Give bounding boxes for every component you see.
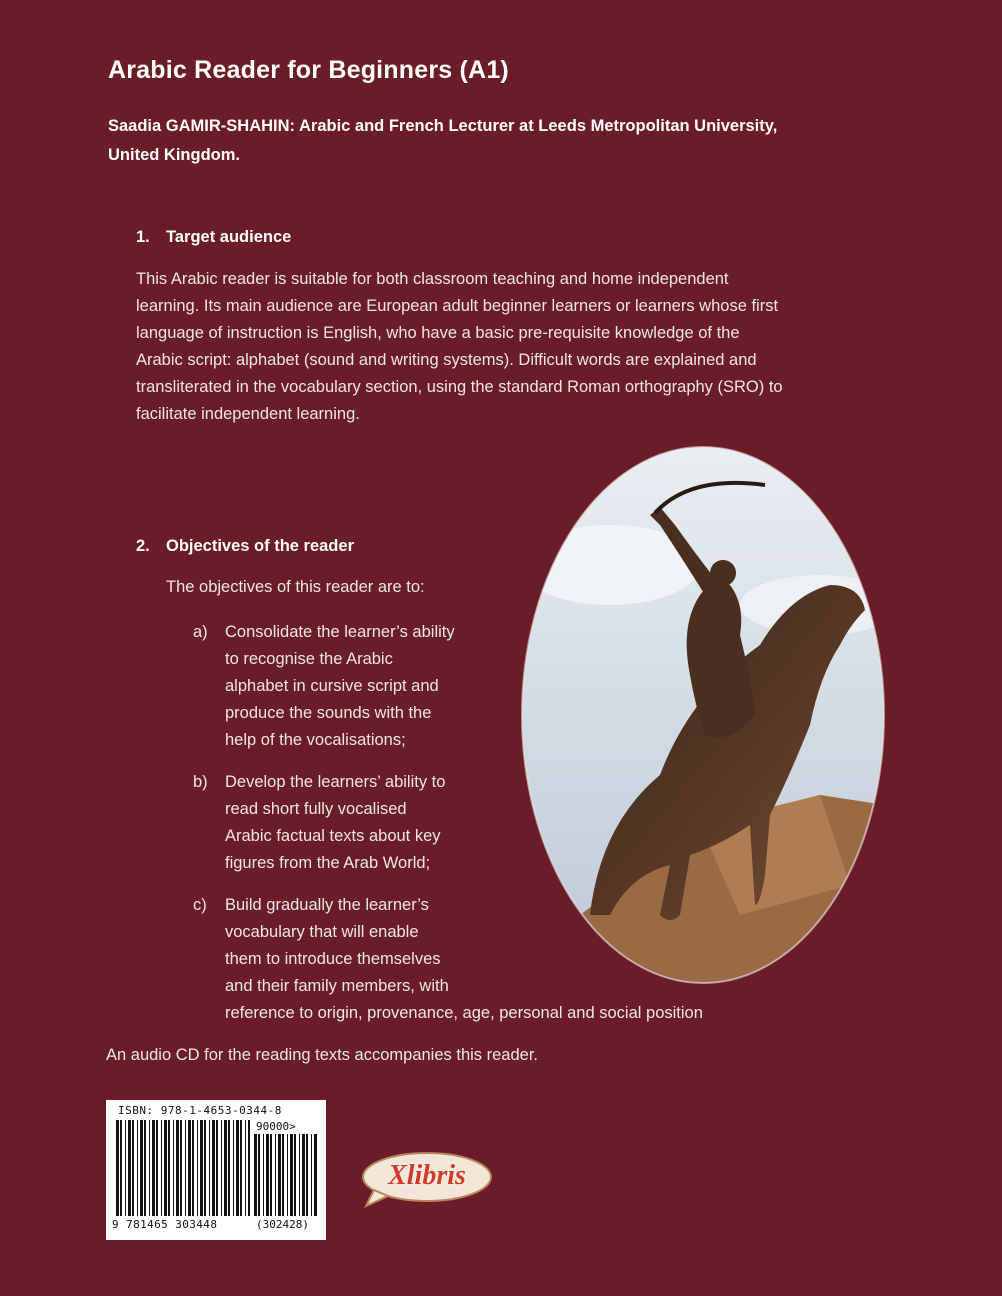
publisher-name: Xlibris	[388, 1160, 466, 1191]
section-title: Objectives of the reader	[166, 537, 354, 555]
paragraph-line: transliterated in the vocabulary section, using the standard Roman orthography (SRO) to	[136, 378, 783, 396]
objectives-intro: The objectives of this reader are to:	[166, 578, 425, 596]
objective-line: read short fully vocalised	[225, 800, 407, 818]
objective-item-a	[193, 619, 495, 754]
objective-letter: c)	[193, 896, 207, 914]
barcode-bars	[116, 1120, 250, 1216]
objective-line: to recognise the Arabic	[225, 650, 393, 668]
isbn-barcode	[106, 1100, 326, 1240]
paragraph-line: Arabic script: alphabet (sound and writing systems). Difficult words are explained and	[136, 351, 757, 369]
objective-line: reference to origin, provenance, age, personal and social position	[225, 1004, 703, 1022]
objective-letter: b)	[193, 773, 208, 791]
page-title: Arabic Reader for Beginners (A1)	[108, 56, 509, 84]
paragraph-line: facilitate independent learning.	[136, 405, 360, 423]
barcode-addon-bars	[254, 1134, 318, 1216]
section-heading-objectives	[136, 537, 354, 556]
barcode-digits: 9 781465 303448	[112, 1218, 218, 1231]
objective-line: vocabulary that will enable	[225, 923, 419, 941]
objective-item-c	[193, 892, 495, 1000]
section-heading-target-audience	[136, 228, 291, 247]
objective-line: help of the vocalisations;	[225, 731, 406, 749]
target-audience-paragraph	[136, 266, 856, 428]
objective-line: Consolidate the learner’s ability	[225, 623, 455, 641]
author-line: United Kingdom.	[108, 146, 240, 164]
objective-line: Develop the learners’ ability to	[225, 773, 446, 791]
paragraph-line: language of instruction is English, who have a basic pre-requisite knowledge of the	[136, 324, 740, 342]
paragraph-line: This Arabic reader is suitable for both classroom teaching and home independent	[136, 270, 729, 288]
equestrian-statue-image	[520, 445, 886, 985]
isbn-number: ISBN: 978-1-4653-0344-8	[118, 1104, 282, 1117]
price-code: 90000>	[256, 1120, 296, 1133]
author-line: Saadia GAMIR-SHAHIN: Arabic and French Lecturer at Leeds Metropolitan University,	[108, 117, 778, 135]
author-info	[108, 112, 853, 170]
objective-line: them to introduce themselves	[225, 950, 441, 968]
audio-cd-note: An audio CD for the reading texts accompanies this reader.	[106, 1046, 538, 1064]
objective-letter: a)	[193, 623, 208, 641]
objective-line: Arabic factual texts about key	[225, 827, 441, 845]
section-number: 2.	[136, 537, 150, 555]
xlibris-logo	[360, 1150, 494, 1208]
objective-line: figures from the Arab World;	[225, 854, 431, 872]
objective-line: Build gradually the learner’s	[225, 896, 429, 914]
section-title: Target audience	[166, 228, 292, 246]
objective-line: alphabet in cursive script and	[225, 677, 439, 695]
objective-line: produce the sounds with the	[225, 704, 432, 722]
objective-item-b	[193, 769, 495, 877]
objective-line: and their family members, with	[225, 977, 449, 995]
barcode-addon-digits: (302428)	[256, 1218, 309, 1231]
paragraph-line: learning. Its main audience are European adult beginner learners or learners whose first	[136, 297, 779, 315]
section-number: 1.	[136, 228, 150, 246]
